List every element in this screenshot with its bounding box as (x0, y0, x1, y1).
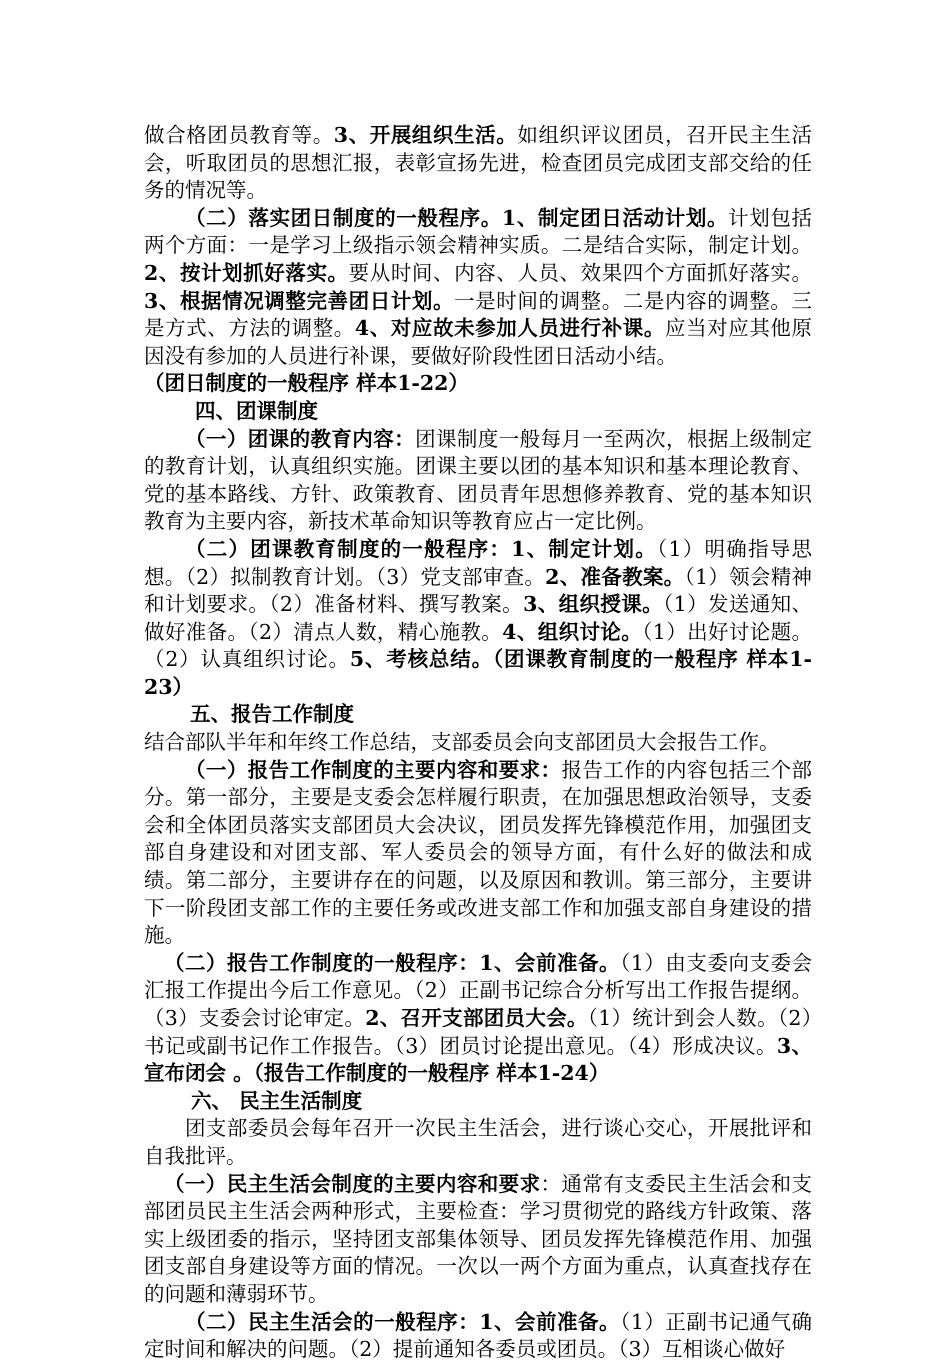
bold-heading: 4、组织讨论。 (502, 619, 643, 644)
bold-heading: （二）报告工作制度的一般程序：1、会前准备。 (164, 950, 621, 975)
bold-heading: 4、对应故未参加人员进行补课。 (354, 316, 665, 341)
paragraph-team-class-content: （一）团课的教育内容：团课制度一般每月一至两次，根据上级制定的教育计划，认真组织实施。团课主要以团的基本知识和基本理论教育、党的基本路线、方针、政策教育、团员青年思想修养教育、党的基本知识教育为主要内容，新技术革命知识等教育应占一定比例。 (144, 426, 813, 534)
bold-heading: （一）团课的教育内容： (185, 426, 416, 451)
bold-heading: （二）落实团日制度的一般程序。1、制定团日活动计划。 (185, 205, 729, 230)
bold-heading: （一）民主生活会制度的主要内容和要求 (164, 1171, 541, 1196)
bold-heading: 2、按计划抓好落实。 (144, 260, 349, 285)
paragraph-report-procedure: （二）报告工作制度的一般程序：1、会前准备。（1）由支委向支委会汇报工作提出今后工作意见。（2）正副书记综合分析写出工作报告提纲。（3）支委会讨论审定。2、召开支部团员大会。（1）统计到会人数。（2）书记或副书记作工作报告。（3）团员讨论提出意见。（4）形成决议。3、宣布闭会 。（报告工作制度的一般程序 样本1-24） (144, 950, 812, 1086)
paragraph-democratic-content: （一）民主生活会制度的主要内容和要求：通常有支委民主生活会和支部团员民主生活会两种形式，主要检查：学习贯彻党的路线方针政策、落实上级团委的指示，坚持团支部集体领导、团员发挥先锋模范作用、加强团支部自身建设等方面的情况。一次以一两个方面为重点，认真查找存在的问题和薄弱环节。 (144, 1171, 812, 1306)
paragraph-team-day-procedure: （二）落实团日制度的一般程序。1、制定团日活动计划。计划包括两个方面：一是学习上级指示领会精神实质。二是结合实际，制定计划。2、按计划抓好落实。要从时间、内容、人员、效果四个方面抓好落实。3、根据情况调整完善团日计划。一是时间的调整。二是内容的调整。三是方式、方法的调整。4、对应故未参加人员进行补课。应当对应其他原因没有参加的人员进行补课，要做好阶段性团日活动小结。 (144, 205, 813, 368)
document-body (144, 122, 812, 1364)
section-heading-report-work: 五、报告工作制度 (190, 702, 354, 727)
bold-heading: 3、宣布闭会 。（报告工作制度的一般程序 样本1-24） (144, 1033, 812, 1086)
section-heading-democratic-life: 六、 民主生活制度 (191, 1088, 363, 1113)
bold-heading: 2、召开支部团员大会。 (365, 1006, 588, 1030)
bold-heading: （二）团课教育制度的一般程序：1、制定计划。 (185, 536, 658, 561)
paragraph-report-intro: 结合部队半年和年终工作总结，支部委员会向支部团员大会报告工作。 (144, 730, 780, 755)
bold-heading: 3、根据情况调整完善团日计划。 (144, 288, 455, 313)
bold-heading: （二）民主生活会的一般程序：1、会前准备。 (185, 1309, 621, 1334)
paragraph-democratic-procedure: （二）民主生活会的一般程序：1、会前准备。（1）正副书记通气确定时间和解决的问题。（2）提前通知各委员或团员。（3）互相谈心做好 (144, 1309, 813, 1362)
bold-heading: 2、准备教案。 (545, 564, 685, 589)
bold-heading: 5、考核总结。（团课教育制度的一般程序 样本1-23） (144, 647, 813, 699)
bold-heading: （一）报告工作制度的主要内容和要求： (185, 757, 562, 782)
paragraph-democratic-intro: 团支部委员会每年召开一次民主生活会，进行谈心交心，开展批评和自我批评。 (144, 1116, 812, 1168)
paragraph-report-content: （一）报告工作制度的主要内容和要求：报告工作的内容包括三个部分。第一部分，主要是支委会怎样履行职责，在加强思想政治领导，支委会和全体团员落实支部团员大会决议，团员发挥先锋模范作用，加强团支部自身建设和对团支部、军人委员会的领导方面，有什么好的做法和成绩。第二部分，主要讲存在的问题，以及原因和教训。第三部分，主要讲下一阶段团支部工作的主要任务或改进支部工作和加强支部自身建设的措施。 (144, 757, 813, 948)
paragraph-organize-life: 做合格团员教育等。3、开展组织生活。如组织评议团员，召开民主生活会，听取团员的思想汇报，表彰宣扬先进，检查团员完成团支部交给的任务的情况等。 (144, 123, 813, 203)
section-heading-team-class: 四、团课制度 (195, 398, 318, 423)
sample-ref-1-22: （团日制度的一般程序 样本1-22） (144, 371, 469, 396)
bold-heading: 3、组织授课。 (523, 592, 664, 617)
paragraph-team-class-procedure: （二）团课教育制度的一般程序：1、制定计划。（1）明确指导思想。（2）拟制教育计划。（3）党支部审查。2、准备教案。（1）领会精神和计划要求。（2）准备材料、撰写教案。3、组织授课。（1）发送通知、做好准备。（2）清点人数，精心施教。4、组织讨论。（1）出好讨论题。（2）认真组织讨论。5、考核总结。（团课教育制度的一般程序 样本1-23） (144, 536, 813, 699)
bold-heading: 3、开展组织生活。 (333, 123, 518, 147)
